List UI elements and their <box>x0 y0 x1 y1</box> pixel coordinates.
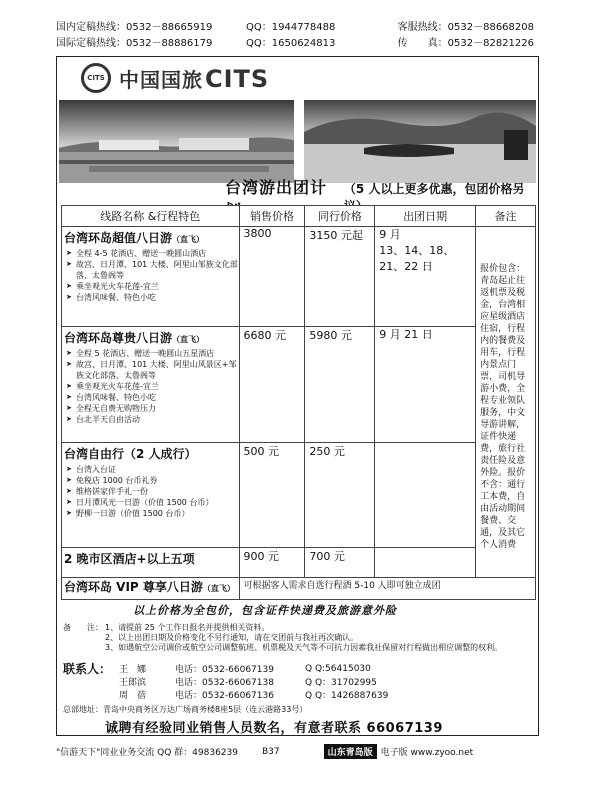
note-item: 2、以上出团日期及价格变化不另行通知，请在交团前与我社再次确认。 <box>105 633 359 642</box>
table-header-row <box>62 206 536 227</box>
note-item: 1、请提前 25 个工作日报名并提供相关资料。 <box>105 623 270 632</box>
tour-name: 台湾自由行（2 人成行） <box>64 447 197 461</box>
contact-phone: 电话：0532-66067138 <box>175 678 274 688</box>
list-item: ➤ 全程 5 花酒店、赠送一晚圆山五星酒店 <box>66 348 239 359</box>
brand-name: 中国国旅CITS <box>119 64 270 93</box>
contacts-block <box>63 662 388 701</box>
notes-block <box>63 623 502 653</box>
feature-list <box>62 247 239 305</box>
title-subtitle: （5 人以上更多优惠，包团价格另 <box>343 182 525 196</box>
peer-price: 5980 元 <box>305 327 375 443</box>
route-cell <box>62 548 240 578</box>
table-row <box>62 578 536 600</box>
list-item: ➤ 全程无自费无购物压力 <box>66 403 239 414</box>
route-cell <box>62 327 240 443</box>
lake-photo <box>304 100 536 183</box>
sale-price: 900 元 <box>239 548 305 578</box>
service-hotline: 客服热线：0532－88668208 <box>397 22 534 33</box>
list-item: ➤ 台湾风味餐、特色小吃 <box>66 392 239 403</box>
list-item: ➤ 故宫、日月潭、101 大楼、阿里山邹族文化部落、太鲁阁等 <box>66 259 239 281</box>
table-row <box>62 327 536 443</box>
table-row <box>62 548 536 578</box>
col-peer-price: 同行价格 <box>305 206 375 227</box>
list-item: ➤ 故宫、日月潭、101 大楼、阿里山风景区+邹族文化部落、太鲁阁等 <box>66 359 239 381</box>
remarks-cell: 报价包含：青岛起止往返机票及税金，台湾相应星级酒店住宿，行程内的餐费及用车，行程内景点门票，司机导游小费，全程专业领队服务，中文导游讲解，证件快递费，旅行社责任险及意外险。报价不含：通行工本费，自由活动期间餐费、交通，及其它个人消费 <box>476 227 536 578</box>
title-main: 台湾游出团计 <box>225 178 328 197</box>
cits-logo <box>81 63 269 93</box>
feature-list <box>62 463 239 521</box>
table-row <box>62 227 536 327</box>
table-row <box>62 443 536 548</box>
head-office-address: 总部地址：青岛中央商务区万达广场商务楼8座5层（连云港路33号） <box>63 705 308 714</box>
col-sale-price: 销售价格 <box>239 206 305 227</box>
tour-name: 台湾环岛超值八日游（直飞） <box>64 231 205 245</box>
peer-price: 250 元 <box>305 443 375 548</box>
sale-price: 3800 <box>239 227 305 327</box>
peer-price: 700 元 <box>305 548 375 578</box>
recruitment-notice: 诚聘有经验同业销售人员数名，有意者联系 66067139 <box>105 721 443 736</box>
list-item: ➤ 乘坐观光火车花莲-宜兰 <box>66 281 239 292</box>
contact-name: 王 娜 <box>119 665 147 675</box>
departure-dates <box>375 548 476 578</box>
sale-price: 6680 元 <box>239 327 305 443</box>
tour-name: 台湾环岛 VIP 尊享八日游（直飞） <box>64 580 235 594</box>
intl-qq: QQ：1650624813 <box>246 38 336 49</box>
domestic-hotline: 国内定稿热线：0532－88665919 <box>56 22 213 33</box>
qq-group: "信游天下"同业业务交流 QQ 群：49836239 <box>56 748 238 758</box>
vip-description: 可根据客人需求自选行程酒 5-10 人即可独立成团 <box>239 578 535 600</box>
departure-dates <box>375 443 476 548</box>
departure-dates: 9 月 21 日 <box>375 327 476 443</box>
sale-price: 500 元 <box>239 443 305 548</box>
ad-panel <box>56 56 539 736</box>
col-remarks: 备注 <box>476 206 536 227</box>
edition-badge: 山东青岛版 <box>324 744 377 759</box>
tour-table <box>61 205 536 600</box>
col-route: 线路名称 &行程特色 <box>62 206 240 227</box>
route-cell <box>62 443 240 548</box>
col-departure: 出团日期 <box>375 206 476 227</box>
intl-hotline: 国际定稿热线：0532－88886179 <box>56 38 213 49</box>
list-item: ➤ 野柳一日游（价值 1500 台币） <box>66 508 239 519</box>
feature-list <box>62 347 239 427</box>
list-item: ➤ 日月潭风光一日游（价值 1500 台币） <box>66 497 239 508</box>
page-number: B37 <box>261 746 280 757</box>
contact-name: 王郎滨 <box>119 678 147 688</box>
contact-phone: 电话：0532-66067139 <box>175 665 274 675</box>
route-cell <box>62 578 240 600</box>
contact-qq: Q Q:56415030 <box>305 663 371 674</box>
list-item: ➤ 全程 4-5 花酒店、赠送一晚圆山酒店 <box>66 248 239 259</box>
cits-emblem: CITS <box>81 63 111 93</box>
website-link[interactable]: 电子版 www.zyoo.net <box>380 748 474 758</box>
hotline-bar <box>56 20 534 56</box>
contacts-label: 联系人： <box>63 662 112 676</box>
list-item: ➤ 台湾风味餐、特色小吃 <box>66 292 239 303</box>
fax-number: 传 真：0532－82821226 <box>397 38 534 49</box>
all-inclusive-slogan: 以上价格为全包价，包含证件快递费及旅游意外险 <box>133 604 397 617</box>
peer-price: 3150 元起 <box>305 227 375 327</box>
list-item: ➤ 台北半天自由活动 <box>66 414 239 425</box>
note-item: 3、如遇航空公司调价或航空公司调整航班、机票税及天气等不可抗力因素我社保留对行程做出相应调整的权利。 <box>105 643 503 652</box>
list-item: ➤ 免税店 1000 台币礼券 <box>66 475 239 486</box>
list-item: ➤ 维格饼家伴手礼一份 <box>66 486 239 497</box>
contact-qq: Q Q：31702995 <box>305 678 377 688</box>
contact-qq: Q Q：1426887639 <box>305 691 389 701</box>
departure-dates: 9 月 13、14、18、 21、22 日 <box>375 227 476 327</box>
route-cell <box>62 227 240 327</box>
harbor-photo <box>59 100 294 183</box>
notes-label: 备 注： <box>63 623 103 632</box>
list-item: ➤ 乘坐观光火车花莲-宜兰 <box>66 381 239 392</box>
tour-name: 2 晚市区酒店+以上五项 <box>64 552 195 566</box>
list-item: ➤ 台湾入台证 <box>66 464 239 475</box>
tour-name: 台湾环岛尊贵八日游（直飞） <box>64 331 205 345</box>
contact-name: 周 蓓 <box>119 691 147 701</box>
page-footer <box>56 744 539 759</box>
domestic-qq: QQ：1944778488 <box>246 22 336 33</box>
contact-phone: 电话：0532-66067136 <box>175 691 274 701</box>
